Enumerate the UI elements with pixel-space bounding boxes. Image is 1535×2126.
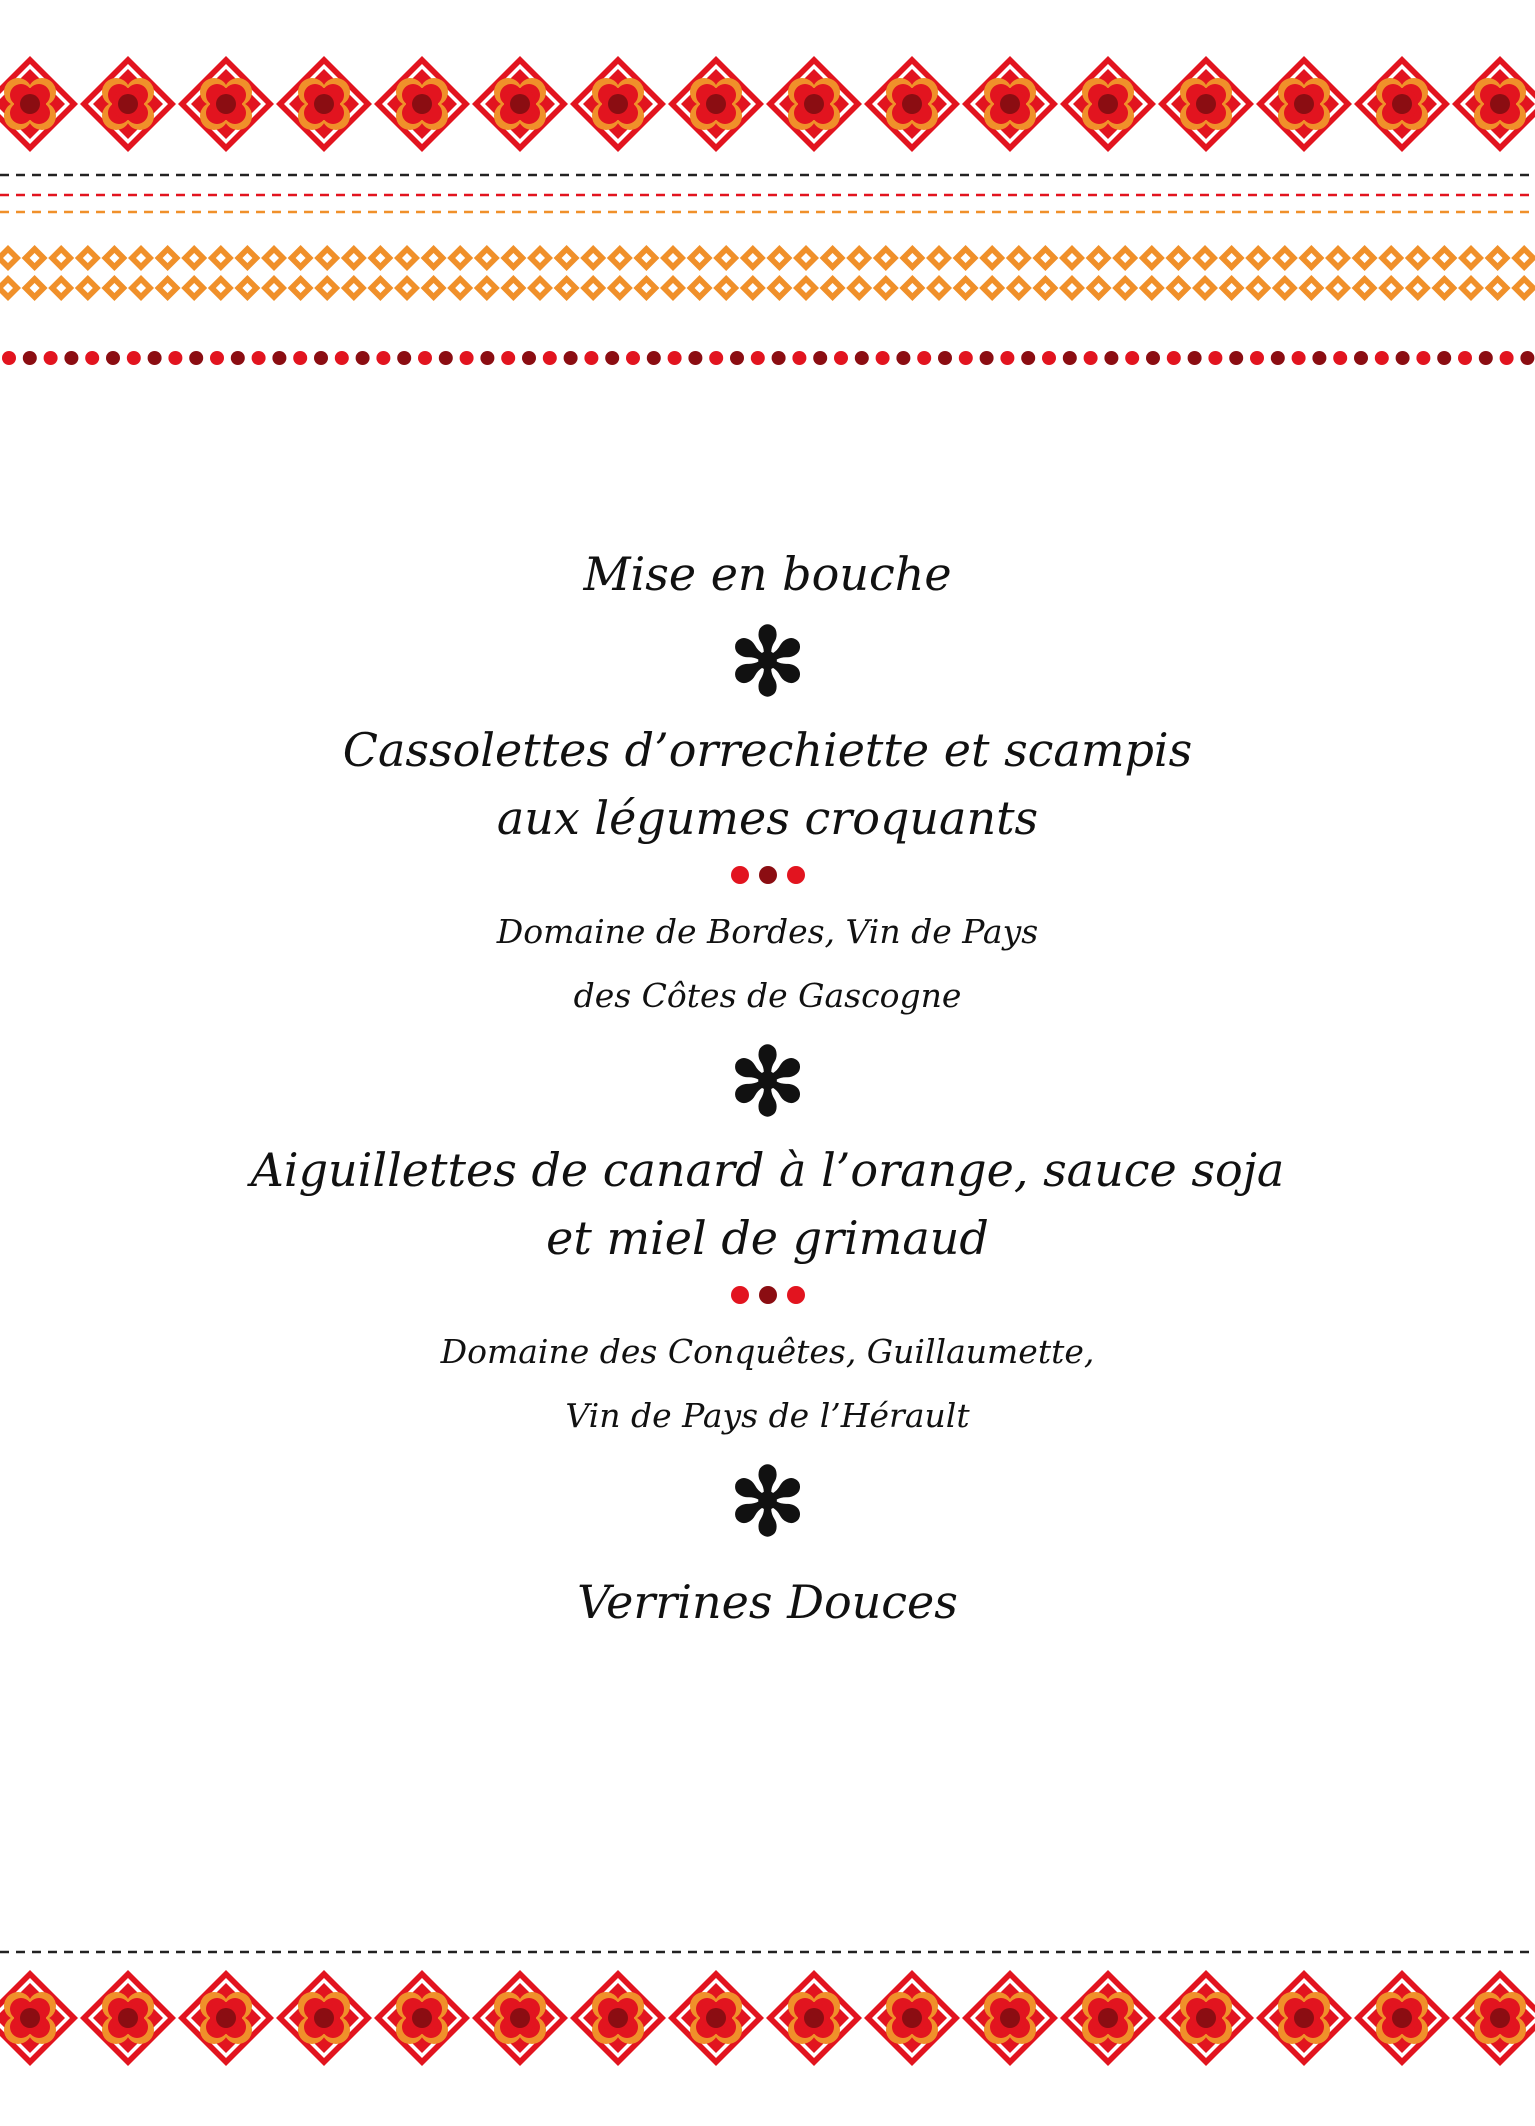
- three-dots-icon: [0, 1286, 1535, 1310]
- flower-diamond-icon: [178, 56, 274, 152]
- flower-diamond-icon: [766, 1970, 862, 2066]
- flower-diamond-icon: [276, 1970, 372, 2066]
- flower-diamond-icon: [80, 1970, 176, 2066]
- wine-2-line-1: Domaine des Conquêtes, Guillaumette,: [440, 1332, 1095, 1371]
- amuse-bouche-title: Mise en bouche: [583, 547, 952, 601]
- dashed-line-orange: [0, 210, 1535, 214]
- flower-diamond-icon: [668, 1970, 764, 2066]
- flower-diamond-icon: [1256, 56, 1352, 152]
- wine-1-line-2: des Côtes de Gascogne: [573, 976, 962, 1015]
- flower-diamond-icon: [1158, 1970, 1254, 2066]
- main-line-1: Aiguillettes de canard à l’orange, sauce soja: [250, 1143, 1285, 1197]
- flower-diamond-icon: [570, 56, 666, 152]
- starter-line-2: aux légumes croquants: [496, 791, 1039, 845]
- flower-diamond-icon: [1060, 56, 1156, 152]
- top-flower-tile-border: [0, 48, 1535, 160]
- menu-content: [0, 540, 1535, 1636]
- flower-diamond-icon: [1158, 56, 1254, 152]
- flower-diamond-icon: [374, 1970, 470, 2066]
- flower-diamond-icon: [668, 56, 764, 152]
- flower-diamond-icon: [472, 1970, 568, 2066]
- flower-diamond-icon: [570, 1970, 666, 2066]
- flower-diamond-icon: [864, 56, 960, 152]
- asterisk-icon: ✻: [728, 608, 807, 716]
- asterisk-icon: ✻: [728, 1448, 807, 1556]
- starter-line-1: Cassolettes d’orrechiette et scampis: [342, 723, 1193, 777]
- flower-diamond-icon: [1354, 1970, 1450, 2066]
- flower-diamond-icon: [178, 1970, 274, 2066]
- wine-1-line-1: Domaine de Bordes, Vin de Pays: [496, 912, 1039, 951]
- flower-diamond-icon: [1060, 1970, 1156, 2066]
- dashed-line-black: [0, 173, 1535, 177]
- three-dots-icon: [0, 866, 1535, 890]
- flower-diamond-icon: [1452, 56, 1535, 152]
- flower-diamond-icon: [766, 56, 862, 152]
- flower-diamond-icon: [962, 56, 1058, 152]
- bottom-flower-tile-border: [0, 1962, 1535, 2074]
- red-dot-border: [0, 347, 1535, 369]
- flower-diamond-icon: [1256, 1970, 1352, 2066]
- flower-diamond-icon: [472, 56, 568, 152]
- asterisk-icon: ✻: [728, 1028, 807, 1136]
- dessert-title: Verrines Douces: [577, 1575, 958, 1629]
- wine-2-line-2: Vin de Pays de l’Hérault: [565, 1396, 970, 1435]
- main-line-2: et miel de grimaud: [546, 1211, 989, 1265]
- flower-diamond-icon: [80, 56, 176, 152]
- orange-diamond-border: [0, 242, 1535, 306]
- flower-diamond-icon: [1354, 56, 1450, 152]
- flower-diamond-icon: [276, 56, 372, 152]
- flower-diamond-icon: [962, 1970, 1058, 2066]
- dashed-line-black: [0, 1950, 1535, 1954]
- flower-diamond-icon: [864, 1970, 960, 2066]
- dashed-line-red: [0, 193, 1535, 197]
- flower-diamond-icon: [0, 56, 78, 152]
- flower-diamond-icon: [0, 1970, 78, 2066]
- flower-diamond-icon: [374, 56, 470, 152]
- flower-diamond-icon: [1452, 1970, 1535, 2066]
